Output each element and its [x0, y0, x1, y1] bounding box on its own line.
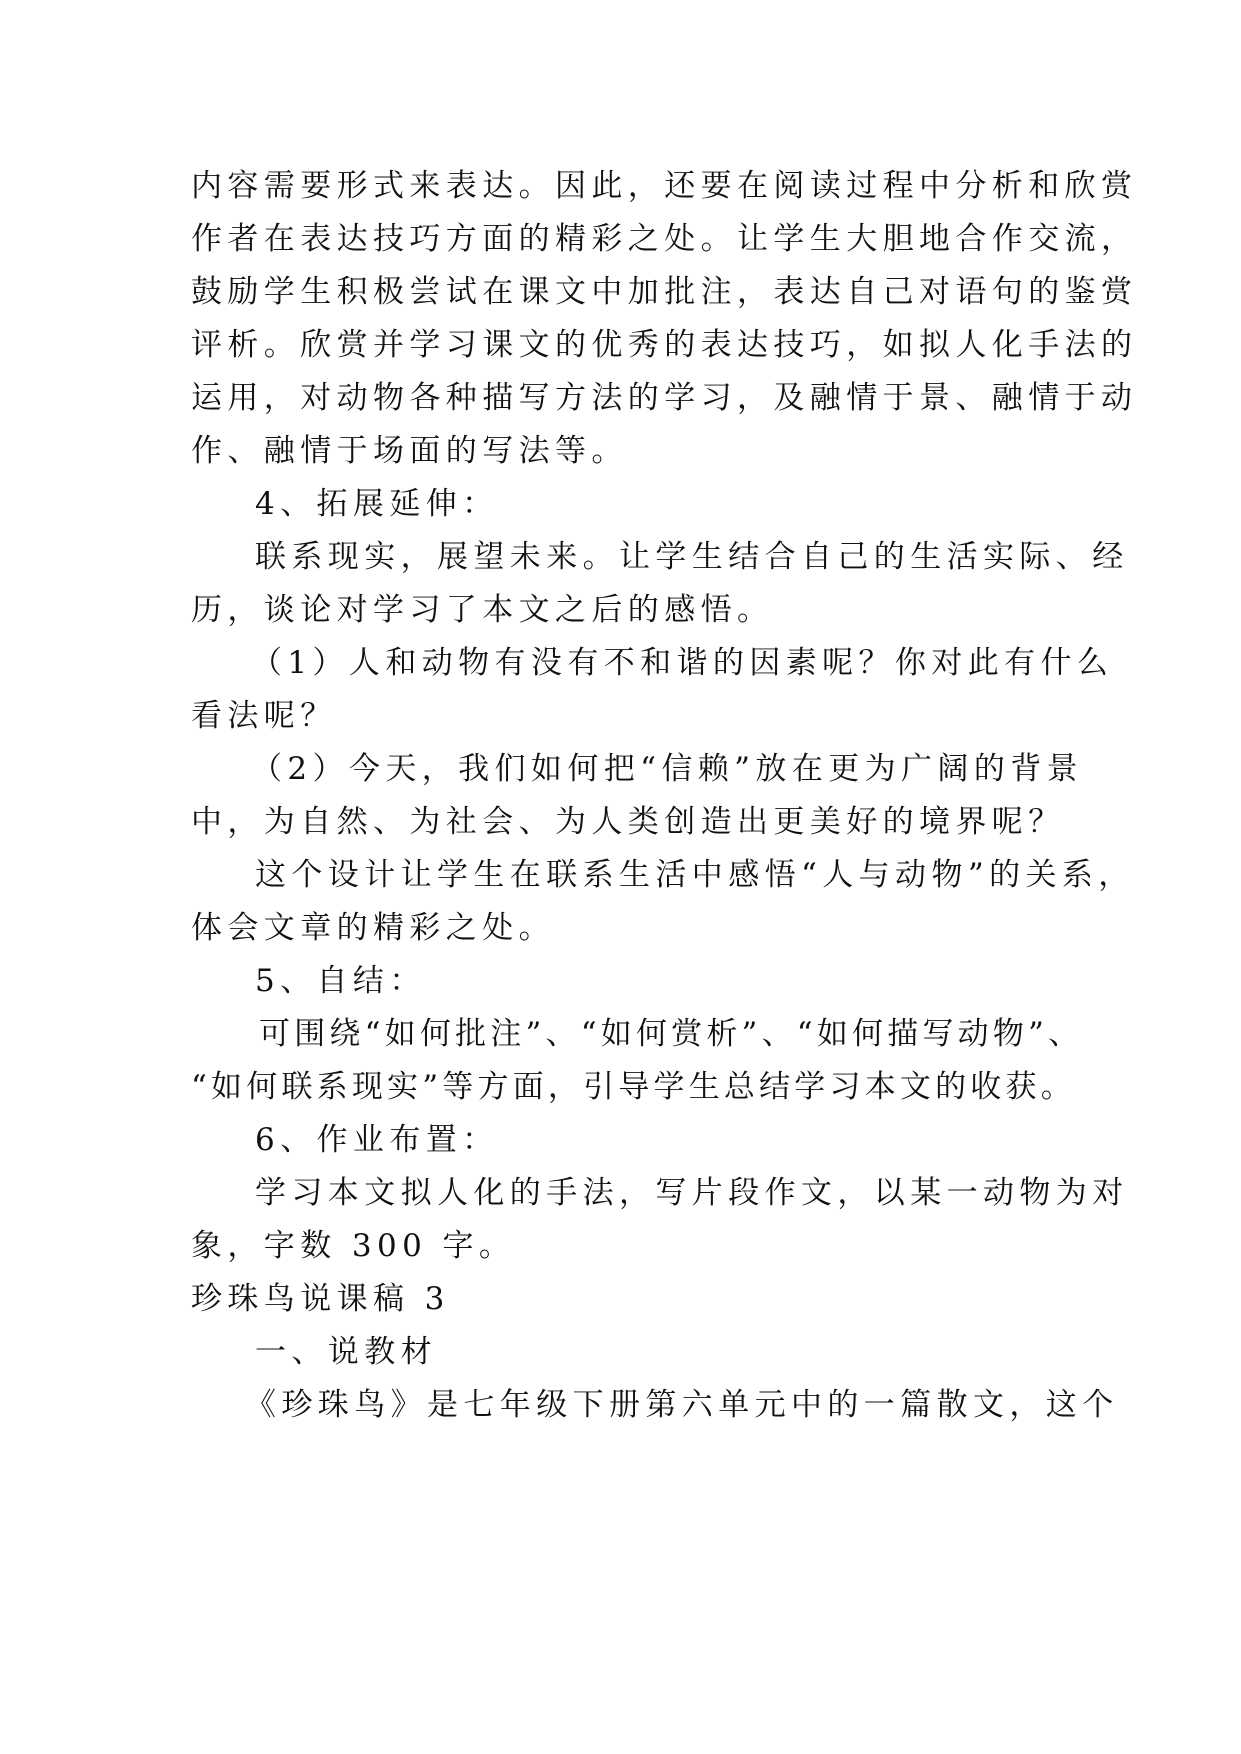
text-line: 体会文章的精彩之处。 [191, 910, 555, 946]
text-line: 《珍珠鸟》是七年级下册第六单元中的一篇散文，这个 [245, 1387, 1119, 1423]
section-heading: 4、拓展延伸： [255, 486, 499, 522]
section-heading: 6、作业布置： [255, 1122, 499, 1158]
text-line: （1）人和动物有没有不和谐的因素呢？你对此有什么 [251, 645, 1114, 681]
text-line: 历，谈论对学习了本文之后的感悟。 [191, 592, 774, 628]
document-title: 珍珠鸟说课稿 3 [191, 1281, 450, 1317]
text-line: （2）今天，我们如何把“信赖”放在更为广阔的背景 [251, 751, 1084, 787]
text-line: 联系现实，展望未来。让学生结合自己的生活实际、经 [255, 539, 1129, 575]
text-line: 内容需要形式来表达。因此，还要在阅读过程中分析和欣赏 [191, 168, 1138, 204]
text-line: 这个设计让学生在联系生活中感悟“人与动物”的关系， [255, 857, 1135, 893]
section-heading: 5、自结： [255, 963, 426, 999]
text-line: 中，为自然、为社会、为人类创造出更美好的境界呢？ [191, 804, 1065, 840]
text-line: 看法呢？ [191, 698, 337, 734]
text-line: 学习本文拟人化的手法，写片段作文，以某一动物为对 [255, 1175, 1129, 1211]
text-line: 作者在表达技巧方面的精彩之处。让学生大胆地合作交流， [191, 221, 1138, 257]
text-line: 可围绕“如何批注”、“如何赏析”、“如何描写动物”、 [259, 1016, 1084, 1052]
text-line: 象，字数 300 字。 [191, 1228, 516, 1264]
text-line: 鼓励学生积极尝试在课文中加批注，表达自己对语句的鉴赏 [191, 274, 1138, 310]
text-line: 作、融情于场面的写法等。 [191, 433, 628, 469]
text-line: “如何联系现实”等方面，引导学生总结学习本文的收获。 [191, 1069, 1076, 1105]
text-line: 运用，对动物各种描写方法的学习，及融情于景、融情于动 [191, 380, 1138, 416]
section-heading: 一、说教材 [255, 1334, 437, 1370]
text-line: 评析。欣赏并学习课文的优秀的表达技巧，如拟人化手法的 [191, 327, 1138, 363]
